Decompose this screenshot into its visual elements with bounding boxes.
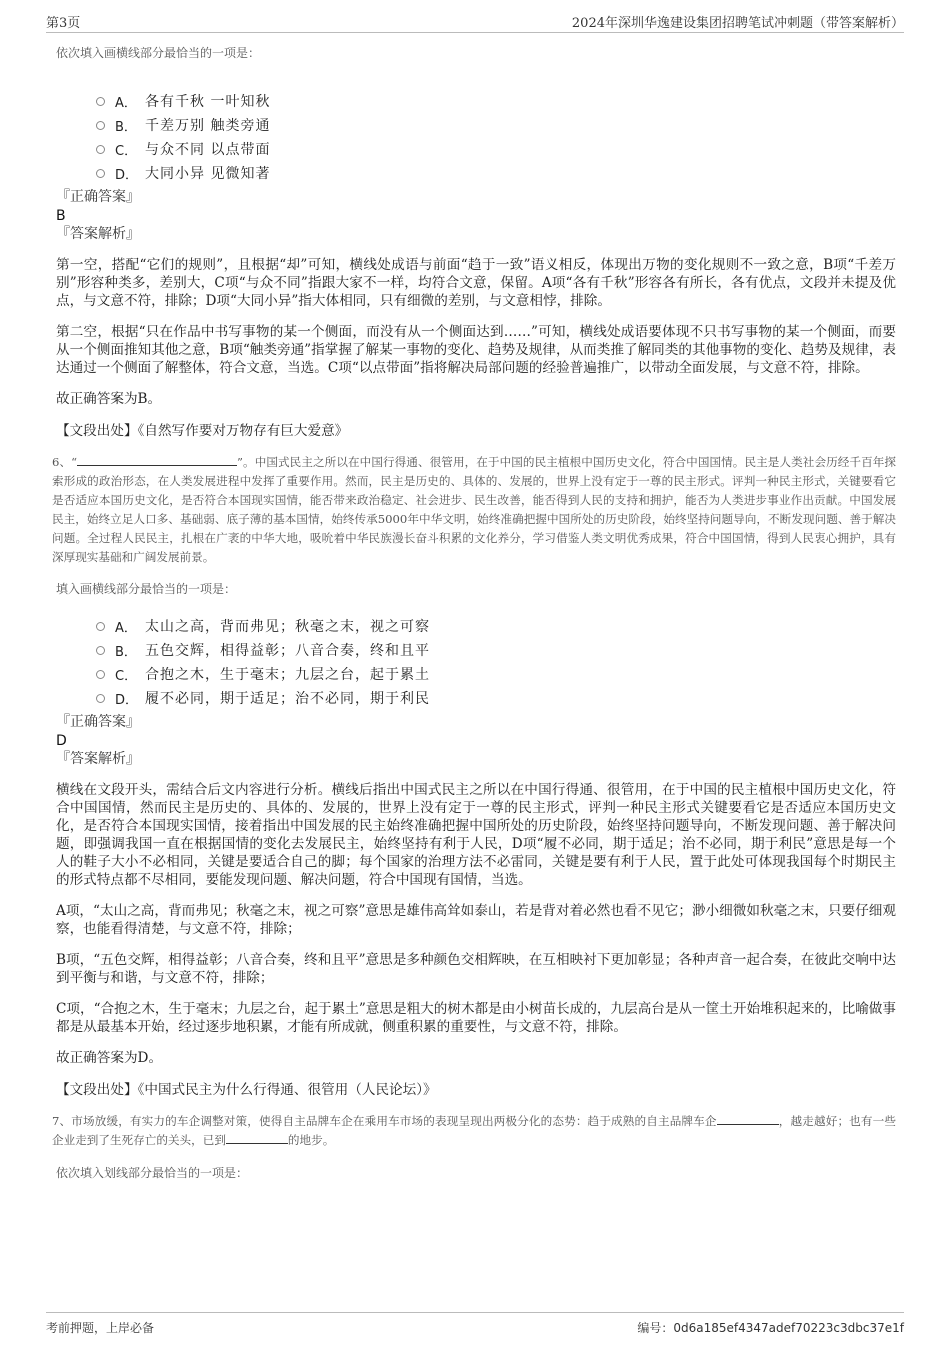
q5-option-d[interactable]: D． 大同小异 见微知著 <box>96 161 896 185</box>
q6-option-c[interactable]: C． 合抱之木，生于毫末；九层之台，起于累土 <box>96 662 896 686</box>
serial-code: 0d6a185ef4347adef70223c3dbc37e1f <box>673 1321 904 1335</box>
q5-options <box>96 89 896 185</box>
q6-analysis-para-2: A项，“太山之高，背而弗见；秋毫之末，视之可察”意思是雄伟高耸如泰山，若是背对着必然也看不见它；渺小细微如秋毫之末，只要仔细观察，也能看得清楚，与文意不符，排除； <box>56 903 896 937</box>
answer-blank <box>717 1113 779 1125</box>
q6-prompt: 填入画横线部分最恰当的一项是： <box>56 582 237 596</box>
q7-question: 7、市场放缓，有实力的车企调整对策，使得自主品牌车企在乘用车市场的表现呈现出两极分化的态势：趋于成熟的自主品牌车企 ，越走越好；也有一些企业走到了生死存亡的关头，已到 的地步。 <box>52 1114 896 1147</box>
q5-source: 【文段出处】《自然写作要对万物存有巨大爱意》 <box>56 423 349 439</box>
q5-answer-label: 『正确答案』 <box>56 189 140 205</box>
q6-analysis-conclusion: 故正确答案为D。 <box>56 1050 163 1066</box>
radio-button[interactable] <box>96 169 105 178</box>
answer-blank <box>77 454 237 466</box>
radio-button[interactable] <box>96 646 105 655</box>
radio-button[interactable] <box>96 97 105 106</box>
footer-serial: 编号：0d6a185ef4347adef70223c3dbc37e1f <box>637 1321 904 1335</box>
q5-prompt: 依次填入画横线部分最恰当的一项是： <box>56 46 261 60</box>
q5-answer: B <box>56 208 66 224</box>
q6-source: 【文段出处】《中国式民主为什么行得通、很管用（人民论坛）》 <box>56 1082 437 1098</box>
radio-button[interactable] <box>96 694 105 703</box>
q5-analysis-label: 『答案解析』 <box>56 226 140 242</box>
q6-answer: D <box>56 733 67 749</box>
q5-option-a[interactable]: A． 各有千秋 一叶知秋 <box>96 89 896 113</box>
q6-analysis-para-3: B项，“五色交辉，相得益彰；八音合奏，终和且平”意思是多种颜色交相辉映，在互相映衬下更加彰显；各种声音一起合奏，在彼此交响中达到平衡与和谐，与文意不符，排除； <box>56 952 896 986</box>
q6-question: 6、“ ”。中国式民主之所以在中国行得通、很管用，在于中国的民主植根中国历史文化，符合中国国情。民主是人类社会历经千百年探索形成的政治形态，在人类发展进程中发挥了重要作用。然而，民主是历史的、具体的、发展的，世界上没有定于一尊的民主形式。评判一种民主形式，关键要看它是否适应本国历史文化，是否符合本国现实国情，能否带来政治稳定、社会进步、民生改善，能否得到人民的支持和拥护，能否为人类进步事业作出贡献。中国发展民主，始终立足人口多、基础弱、底子薄的基本国情，始终传承5000年中华文明，始终准确把握中国所处的历史阶段，始终坚持问题导向，不断发现问题、善于解决问题。全过程人民民主，扎根在广袤的中华大地，吸吮着中华民族漫长奋斗积累的文化养分，学习借鉴人类文明优秀成果，符合中国国情，得到人民衷心拥护，具有深厚现实基础和广阔发展前景。 <box>52 455 896 564</box>
q5-analysis-conclusion: 故正确答案为B。 <box>56 391 162 407</box>
page-number: 第3页 <box>46 16 81 31</box>
page-footer <box>46 1312 904 1337</box>
answer-blank <box>226 1132 288 1144</box>
q5-analysis-para-2: 第二空，根据“只在作品中书写事物的某一个侧面，而没有从一个侧面达到……”可知，横线处成语要体现不只书写事物的某一个侧面，而要从一个侧面推知其他之意，B项“触类旁通”指掌握了解某一事物的变化、趋势及规律，从而类推了解同类的其他事物的变化、趋势及规律，表达通过一个侧面了解整体，符合文意，当选。C项“以点带面”指将解决局部问题的经验普遍推广，以带动全面发展，与文意不符，排除。 <box>56 324 896 376</box>
radio-button[interactable] <box>96 145 105 154</box>
page-header <box>46 12 904 33</box>
page-content <box>52 44 896 1182</box>
q6-analysis-para-1: 横线在文段开头，需结合后文内容进行分析。横线后指出中国式民主之所以在中国行得通、很管用，在于中国的民主植根中国历史文化，符合中国国情，然而民主是历史的、具体的、发展的，世界上没有定于一尊的民主形式，评判一种民主形式关键要看它是否适应本国历史文化，是否符合本国现实国情，接着指出中国发展的民主始终准确把握中国所处的历史阶段，始终坚持问题导向，不断发现问题、善于解决问题，即强调我国一直在根据国情的变化去发展民主，始终坚持有利于人民，D项“履不必同，期于适足；治不必同，期于利民”意思是每一个人的鞋子大小不必相同，关键是要适合自己的脚；每个国家的治理方法不必雷同，关键是要有利于人民，置于此处可体现我国每个时期民主的形式特点都不尽相同，要能发现问题、解决问题，符合中国现有国情，当选。 <box>56 782 896 888</box>
q6-option-a[interactable]: A． 太山之高，背而弗见；秋毫之末，视之可察 <box>96 614 896 638</box>
q6-analysis-label: 『答案解析』 <box>56 751 140 767</box>
q7-prompt: 依次填入划线部分最恰当的一项是： <box>56 1166 249 1180</box>
q5-option-c[interactable]: C． 与众不同 以点带面 <box>96 137 896 161</box>
radio-button[interactable] <box>96 622 105 631</box>
document-title: 2024年深圳华逸建设集团招聘笔试冲刺题（带答案解析） <box>571 16 904 31</box>
footer-slogan: 考前押题，上岸必备 <box>46 1321 155 1335</box>
radio-button[interactable] <box>96 121 105 130</box>
q5-analysis-para-1: 第一空，搭配“它们的规则”，且根据“却”可知，横线处成语与前面“趋于一致”语义相反，体现出万物的变化规则不一致之意，B项“千差万别”形容种类多，差别大，C项“与众不同”指跟大家不一样，均符合文意，保留。A项“各有千秋”形容各有所长，各有优点，文段并未提及优点，与文意不符，排除；D项“大同小异”指大体相同，只有细微的差别，与文意相悖，排除。 <box>56 257 896 309</box>
q6-answer-label: 『正确答案』 <box>56 714 140 730</box>
radio-button[interactable] <box>96 670 105 679</box>
q6-option-b[interactable]: B． 五色交辉，相得益彰；八音合奏，终和且平 <box>96 638 896 662</box>
q6-analysis-para-4: C项，“合抱之木，生于毫末；九层之台，起于累土”意思是粗大的树木都是由小树苗长成的，九层高台是从一筐土开始堆积起来的，比喻做事都是从最基本开始，经过逐步地积累，才能有所成就，侧重积累的重要性，与文意不符，排除。 <box>56 1001 896 1035</box>
q6-options <box>96 614 896 710</box>
q5-option-b[interactable]: B． 千差万别 触类旁通 <box>96 113 896 137</box>
q6-option-d[interactable]: D． 履不必同，期于适足；治不必同，期于利民 <box>96 686 896 710</box>
